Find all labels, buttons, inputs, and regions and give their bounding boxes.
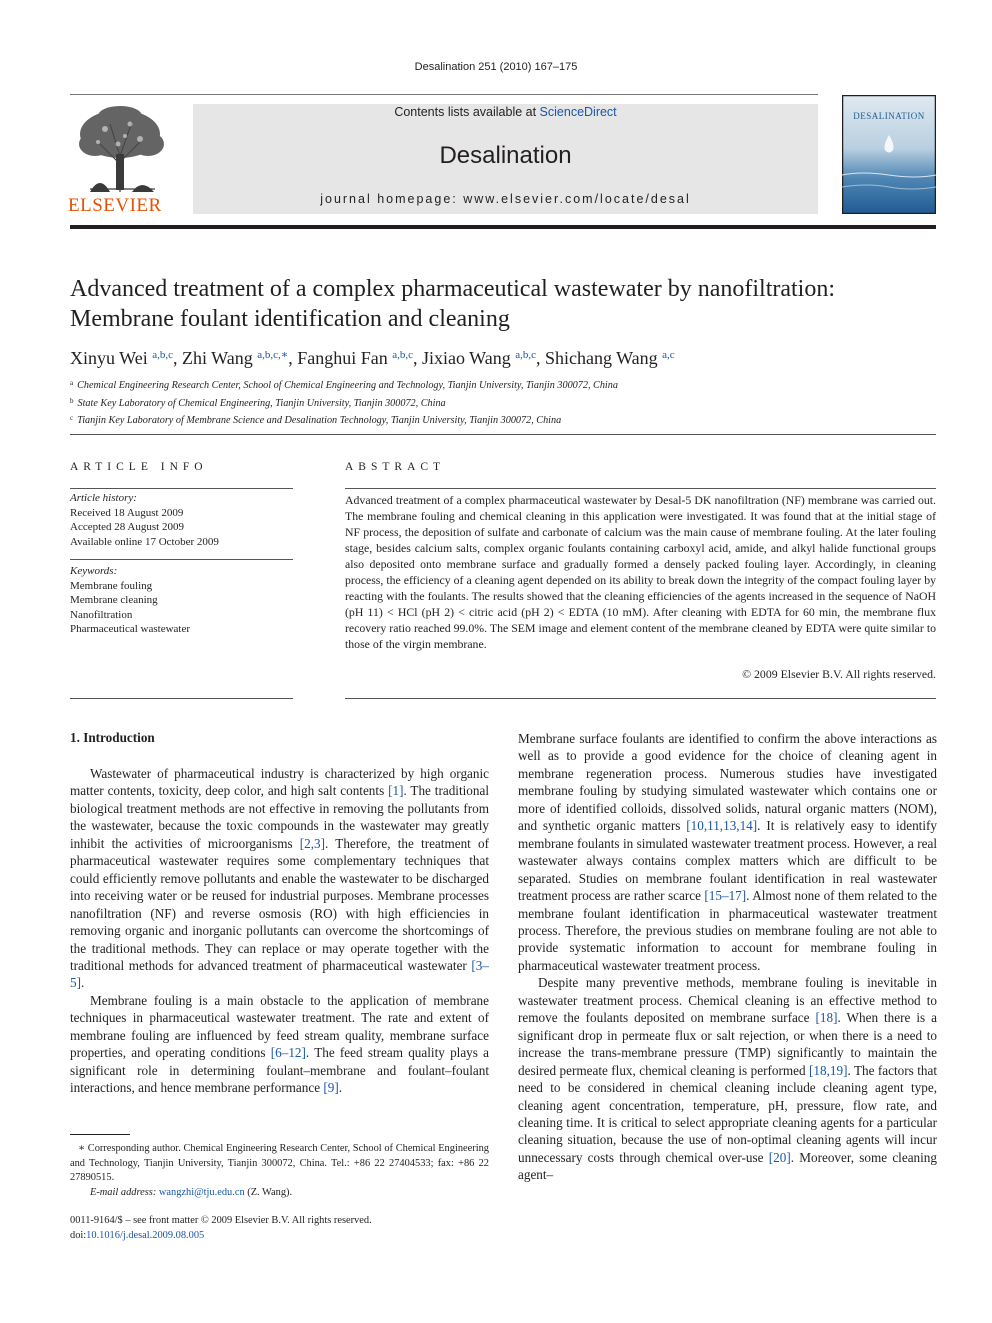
author: Zhi Wang $^{a,b,c,∗}$, <box>181 348 298 368</box>
contents-line <box>193 105 818 119</box>
history-label: Article history: <box>70 492 137 504</box>
author: Shichang Wang $^{a,c}$ <box>544 348 675 368</box>
keywords-block <box>70 564 293 637</box>
abstract-bottom-rule <box>345 698 936 699</box>
abstract-rule <box>345 488 936 489</box>
abstract-heading: ABSTRACT <box>345 461 446 473</box>
header-rule <box>70 94 818 95</box>
front-matter-info <box>70 1214 489 1243</box>
reference-link[interactable]: [3–5] <box>70 957 489 991</box>
body-left-column <box>70 765 489 1097</box>
section-heading-introduction: 1. Introduction <box>70 730 155 745</box>
email-link[interactable]: wangzhi@tju.edu.cn <box>158 1186 245 1198</box>
issn-line: 0011-9164/$ – see front matter © 2009 Elsevier B.V. All rights reserved. <box>70 1215 372 1226</box>
journal-title: Desalination <box>439 142 572 169</box>
title-line-2: Membrane foulant identification and cleaning <box>70 306 510 332</box>
doi-link[interactable]: 10.1016/j.desal.2009.08.005 <box>86 1229 205 1241</box>
corresponding-author-marker[interactable]: ∗ <box>280 349 289 361</box>
keyword: Membrane fouling <box>70 579 153 592</box>
title-block-rule <box>70 434 936 435</box>
received-date: Received 18 August 2009 <box>70 506 184 519</box>
affiliation-marker[interactable]: a,c <box>662 349 675 361</box>
author: Xinyu Wei $^{a,b,c}$, <box>70 348 182 368</box>
keyword: Nanofiltration <box>70 608 133 621</box>
reference-link[interactable]: [2,3] <box>299 835 326 851</box>
article-info-rule <box>70 488 293 489</box>
corresponding-author-footnote: ∗ Corresponding author. Chemical Engineering Research Center, School of Chemical Engineering and Technology, Tianjin University, Tianjin 300072, China. Tel.: +86 22 27404533; fax: +86 22 27890515. E-mail address: wangzhi@tju.edu.cn (Z. Wang). <box>70 1143 489 1198</box>
affiliation-marker[interactable]: a,b,c <box>152 349 173 361</box>
journal-cover-image <box>842 95 936 214</box>
affiliation: $^a$ Chemical Engineering Research Center, School of Chemical Engineering and Technology, Tianjin University, Tianjin 300072, China <box>70 379 618 391</box>
paragraph: Membrane fouling is a main obstacle to the application of membrane techniques in pharmaceutical wastewater treatment. The rate and extent of membrane fouling are influenced by feed stream quality, membrane surface properties, and operating conditions [6–12]. The feed stream quality plays a significant role in determining foulant–membrane and foulant–foulant interactions, and hence membrane performance [9]. <box>70 992 489 1096</box>
reference-link[interactable]: [18,19] <box>809 1062 848 1078</box>
article-title <box>70 274 940 334</box>
elsevier-wordmark: ELSEVIER <box>68 195 162 216</box>
paragraph: Wastewater of pharmaceutical industry is characterized by high organic matter contents, toxicity, deep color, and high salt contents [1]. The traditional biological treatment methods are not effective in removing the pollutants from the wastewater, because the toxic compounds in the wastewater may greatly inhibit the activities of microorganisms [2,3]. Therefore, the treatment of pharmaceutical wastewater requires some complementary techniques that could efficiently remove pollutants and enable the wastewater to be discharged into receiving water or be reused for industrial purposes. Membrane processes nanofiltration (NF) and reverse osmosis (RO) with high efficiencies in removing organic and inorganic pollutants can overcome the shortcomings of the traditional methods. They can replace or may operate together with the traditional methods for advanced treatment of pharmaceutical wastewater [3–5]. <box>70 766 489 991</box>
journal-homepage[interactable]: journal homepage: www.elsevier.com/locate/desal <box>320 192 691 206</box>
author: Jixiao Wang $^{a,b,c}$, <box>421 348 545 368</box>
abstract-text: Advanced treatment of a complex pharmaceutical wastewater by Desal-5 DK nanofiltration (NF) membrane was carried out. The membrane fouling and chemical cleaning in this application were investigated. It was found that at the initial stage of NF process, the deposition of sulfate and carbonate of calcium was the main cause of membrane fouling. At the later fouling stage, besides calcium salts, complex organic foulants containing carboxyl acid, amide, and alkyl halide functional groups also deposited onto membrane surface and gradually formed a densely packed fouling layer. Accordingly, in cleaning process, the efficiency of a cleaning agent depended on its ability to break down the integrity of the compact fouling layer by reacting with the foulants. The results showed that the cleaning efficiencies of the agents increased in the sequence of NaOH (pH 11) < HCl (pH 2) < citric acid (pH 2) < EDTA (10 mM). After cleaning with EDTA for 60 min, the membrane flux recovery ratio reached 99.0%. The SEM image and element content of the membrane cleaned by EDTA were quite similar to those of the virgin membrane. <box>345 493 936 651</box>
affiliation-marker[interactable]: a,b,c, <box>257 349 281 361</box>
keyword: Membrane cleaning <box>70 594 158 606</box>
affiliation-marker[interactable]: a,b,c <box>515 349 536 361</box>
contents-prefix: Contents lists available at <box>394 105 540 119</box>
title-line-1: Advanced treatment of a complex pharmaceutical wastewater by nanofiltration: <box>70 276 836 302</box>
author: Fanghui Fan $^{a,b,c}$, <box>297 348 422 368</box>
keyword: Pharmaceutical wastewater <box>70 623 191 635</box>
reference-link[interactable]: [10,11,13,14] <box>686 818 758 834</box>
reference-link[interactable]: [18] <box>815 1010 838 1026</box>
footnote-rule <box>70 1134 130 1135</box>
article-info-bottom-rule <box>70 698 293 699</box>
paragraph: Membrane surface foulants are identified to confirm the above interactions as well as to provide a good evidence for the choice of cleaning agent in membrane regeneration process. Numerous studies have investigated membrane fouling by studying simulated wastewater which contains one or more of identified colloids, dissolved solids, natural organic matters (NOM), and synthetic organic matters [10,11,13,14]. It is relatively easy to identify membrane foulants in simulated wastewater treatment process. However, a real wastewater always contains complex matters which are difficult to be separated. Studies on membrane foulant identification in real wastewater treatment process are rather scarce [15–17]. Almost none of them related to the membrane foulant identification in pharmaceutical wastewater treatment process. Therefore, the previous studies on membrane fouling are not able to provide systematic information to account for membrane fouling in pharmaceutical wastewater treatment process. <box>518 731 937 973</box>
affiliation: $^b$ State Key Laboratory of Chemical Engineering, Tianjin University, Tianjin 300072, China <box>70 396 446 409</box>
header-thick-rule <box>70 225 936 229</box>
body-right-column <box>518 730 937 1184</box>
affiliation-list <box>70 376 940 429</box>
paragraph: Despite many preventive methods, membrane fouling is inevitable in wastewater treatment process. Chemical cleaning is an effective method to remove the foulants deposited on membrane surface [18]. When there is a significant drop in permeate flux or salt rejection, or when there is a need to increase the trans-membrane pressure (TMP) significantly to maintain the desired permeate flux, chemical cleaning is performed [18,19]. The factors that need to be considered in chemical cleaning include cleaning agent type, cleaning agent concentration, temperature, pH, pressure, flow rate, and cleaning time. It is critical to select appropriate cleaning agents for a particular cleaning situation, because the use of non-optimal cleaning agents will incur unnecessary costs through chemical over-use [20]. Moreover, some cleaning agent– <box>518 975 938 1183</box>
article-history <box>70 491 293 549</box>
author-list <box>70 342 940 371</box>
copyright-line: © 2009 Elsevier B.V. All rights reserved. <box>742 667 936 681</box>
reference-link[interactable]: [15–17] <box>704 888 747 904</box>
keywords-rule <box>70 559 293 560</box>
reference-link[interactable]: [1] <box>388 783 404 799</box>
article-info-heading: ARTICLE INFO <box>70 461 208 473</box>
sciencedirect-link[interactable]: ScienceDirect <box>539 105 617 119</box>
cover-title: DESALINATION <box>853 111 925 121</box>
journal-citation: Desalination 251 (2010) 167–175 <box>414 61 578 73</box>
reference-link[interactable]: [9] <box>323 1080 339 1096</box>
affiliation-marker[interactable]: a,b,c <box>392 349 413 361</box>
affiliation: $^c$ Tianjin Key Laboratory of Membrane Science and Desalination Technology, Tianjin University, Tianjin 300072, China <box>70 414 562 426</box>
online-date: Available online 17 October 2009 <box>70 535 219 548</box>
reference-link[interactable]: [20] <box>768 1149 791 1165</box>
keywords-label: Keywords: <box>70 565 118 577</box>
doi-line: doi:10.1016/j.desal.2009.08.005 <box>70 1229 205 1241</box>
accepted-date: Accepted 28 August 2009 <box>70 521 184 533</box>
reference-link[interactable]: [6–12] <box>270 1045 306 1061</box>
